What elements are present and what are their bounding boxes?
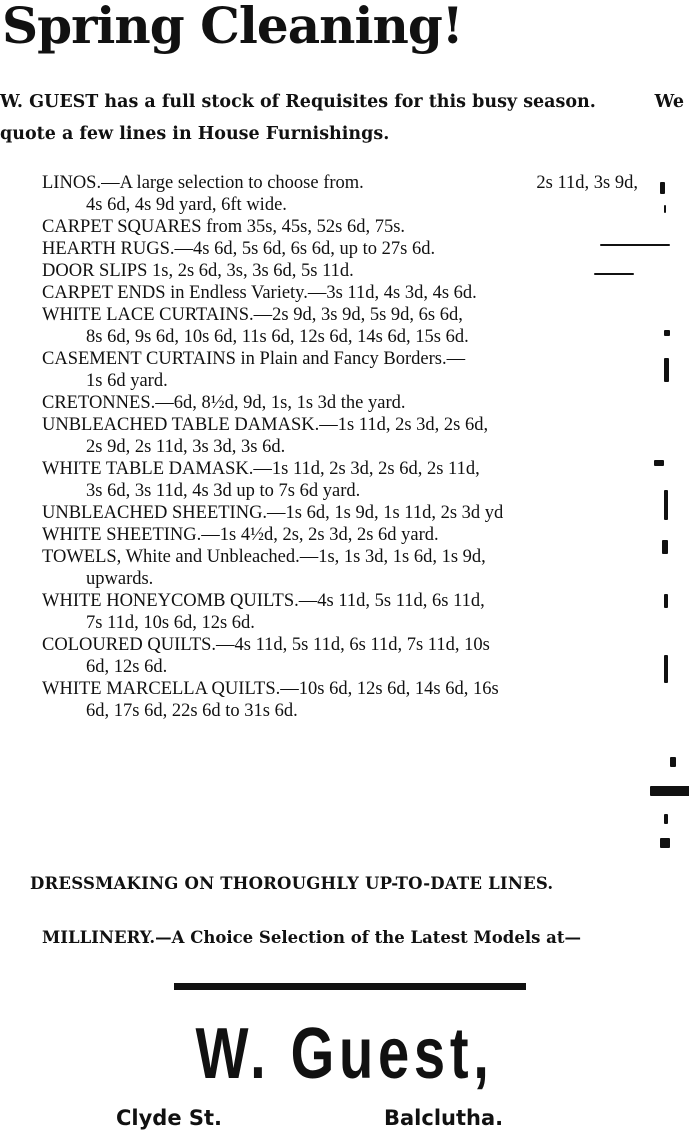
millinery-notice: MILLINERY.—A Choice Selection of the Latest Models at—	[42, 928, 581, 947]
intro-line-1	[0, 86, 684, 118]
print-speck	[600, 244, 670, 246]
advertiser-street: Clyde St.	[116, 1106, 223, 1130]
list-item-continuation: 1s 6d yard.	[86, 371, 168, 391]
list-item-line: CARPET ENDS in Endless Variety.—3s 11d, 4s 3d, 4s 6d.	[42, 283, 477, 303]
print-speck	[664, 594, 668, 608]
list-item-coloured-quilts	[42, 634, 638, 678]
print-speck	[664, 205, 666, 213]
list-item-line	[42, 172, 638, 194]
list-item-door-slips	[42, 260, 638, 282]
advertiser-name: W. Guest,	[195, 1014, 494, 1094]
list-item-line: CRETONNES.—6d, 8½d, 9d, 1s, 1s 3d the yard.	[42, 393, 406, 413]
list-item-carpet-squares	[42, 216, 638, 238]
list-item-continuation: 7s 11d, 10s 6d, 12s 6d.	[86, 613, 255, 633]
list-item-continuation: 4s 6d, 4s 9d yard, 6ft wide.	[86, 195, 287, 215]
list-item-continuation: 6d, 17s 6d, 22s 6d to 31s 6d.	[86, 701, 298, 721]
list-item-towels	[42, 546, 638, 590]
list-item-unbleached-sheeting	[42, 502, 638, 524]
list-item-line: WHITE HONEYCOMB QUILTS.—4s 11d, 5s 11d, 6s 11d,	[42, 591, 485, 611]
list-item-line: WHITE SHEETING.—1s 4½d, 2s, 2s 3d, 2s 6d yard.	[42, 525, 439, 545]
advertiser-town: Balclutha.	[384, 1106, 504, 1130]
list-item-price: 2s 11d, 3s 9d,	[536, 173, 638, 193]
list-item-continuation: 8s 6d, 9s 6d, 10s 6d, 11s 6d, 12s 6d, 14s 6d, 15s 6d.	[86, 327, 469, 347]
list-item-continuation: 2s 9d, 2s 11d, 3s 3d, 3s 6d.	[86, 437, 286, 457]
price-list	[42, 172, 638, 722]
intro-paragraph	[0, 86, 684, 150]
list-item-white-lace-curtains	[42, 304, 638, 348]
print-speck	[664, 358, 669, 382]
list-item-white-sheeting	[42, 524, 638, 546]
list-item-continuation: 3s 6d, 3s 11d, 4s 3d up to 7s 6d yard.	[86, 481, 361, 501]
list-item-line: HEARTH RUGS.—4s 6d, 5s 6d, 6s 6d, up to 27s 6d.	[42, 239, 436, 259]
list-item-line: CASEMENT CURTAINS in Plain and Fancy Borders.—	[42, 349, 466, 369]
list-item-hearth-rugs	[42, 238, 638, 260]
list-item-casement-curtains	[42, 348, 638, 392]
list-item-continuation: upwards.	[86, 569, 154, 589]
list-item-line: CARPET SQUARES from 35s, 45s, 52s 6d, 75s.	[42, 217, 406, 237]
print-speck	[664, 655, 668, 683]
list-item-line: DOOR SLIPS 1s, 2s 6d, 3s, 3s 6d, 5s 11d.	[42, 261, 354, 281]
list-item-white-table-damask	[42, 458, 638, 502]
list-item-line: COLOURED QUILTS.—4s 11d, 5s 11d, 6s 11d, 7s 11d, 10s	[42, 635, 490, 655]
print-speck	[594, 273, 634, 275]
list-item-white-marcella-quilts	[42, 678, 638, 722]
print-speck	[670, 757, 676, 767]
headline: Spring Cleaning!	[2, 0, 463, 55]
list-item-line: WHITE MARCELLA QUILTS.—10s 6d, 12s 6d, 14s 6d, 16s	[42, 679, 499, 699]
intro-line-1-end: We	[654, 92, 684, 112]
list-item-line: WHITE LACE CURTAINS.—2s 9d, 3s 9d, 5s 9d, 6s 6d,	[42, 305, 463, 325]
list-item-line: TOWELS, White and Unbleached.—1s, 1s 3d, 1s 6d, 1s 9d,	[42, 547, 486, 567]
print-speck	[654, 460, 664, 466]
list-item-carpet-ends	[42, 282, 638, 304]
print-speck	[660, 838, 670, 848]
divider-rule	[174, 983, 526, 990]
print-speck	[664, 490, 668, 520]
list-item-cretonnes	[42, 392, 638, 414]
list-item-line: UNBLEACHED SHEETING.—1s 6d, 1s 9d, 1s 11d, 2s 3d yd	[42, 503, 504, 523]
list-item-text: LINOS.—A large selection to choose from.	[42, 173, 364, 193]
list-item-line: WHITE TABLE DAMASK.—1s 11d, 2s 3d, 2s 6d, 2s 11d,	[42, 459, 480, 479]
list-item-continuation: 6d, 12s 6d.	[86, 657, 168, 677]
list-item-white-honeycomb-quilts	[42, 590, 638, 634]
print-speck	[660, 182, 665, 194]
intro-line-2: quote a few lines in House Furnishings.	[0, 124, 390, 144]
print-speck	[664, 814, 668, 824]
print-speck	[664, 330, 670, 336]
list-item-unbleached-table-damask	[42, 414, 638, 458]
dressmaking-notice: DRESSMAKING ON THOROUGHLY UP-TO-DATE LINES.	[30, 874, 554, 893]
print-speck	[650, 786, 689, 796]
intro-line-1-main: W. GUEST has a full stock of Requisites for this busy season.	[0, 92, 596, 112]
list-item-linos	[42, 172, 638, 216]
print-speck	[662, 540, 668, 554]
list-item-line: UNBLEACHED TABLE DAMASK.—1s 11d, 2s 3d, 2s 6d,	[42, 415, 489, 435]
